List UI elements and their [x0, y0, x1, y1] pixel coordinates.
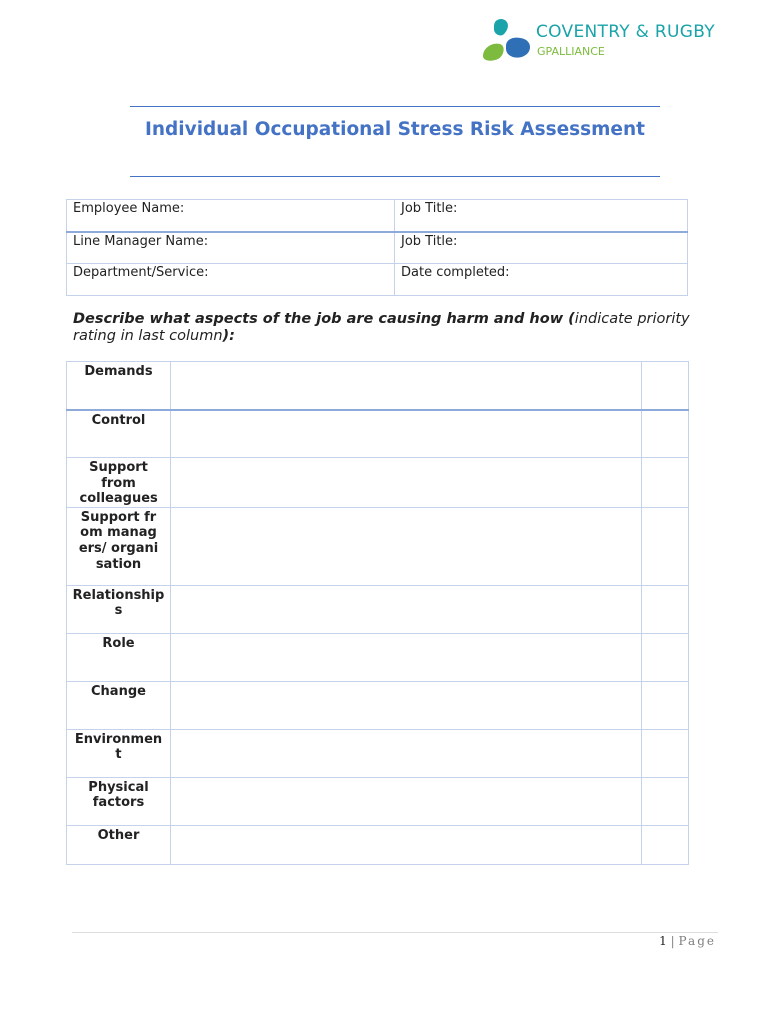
- manager-job-title-label: Job Title:: [401, 233, 458, 249]
- physical-factors-label: Physical factors: [88, 779, 149, 811]
- instruction-text: [73, 311, 693, 345]
- info-row-department: [67, 264, 688, 296]
- stress-factors-table: [66, 361, 689, 865]
- row-label-physical-factors: [67, 777, 171, 825]
- row-label-role: Role: [67, 633, 171, 681]
- title-top-rule: [130, 106, 660, 107]
- logo: [480, 16, 750, 66]
- priority-cell[interactable]: [642, 362, 689, 410]
- page-separator: |: [670, 934, 675, 948]
- description-cell[interactable]: [171, 777, 642, 825]
- description-cell[interactable]: [171, 410, 642, 458]
- table-row: [67, 825, 689, 864]
- page-number: 1: [659, 934, 667, 948]
- row-label-demands: Demands: [67, 362, 171, 410]
- manager-job-title-cell[interactable]: [395, 232, 688, 264]
- instruction-bold: Describe what aspects of the job are causing harm and how (: [73, 311, 575, 327]
- description-cell[interactable]: [171, 825, 642, 864]
- footer-rule: [72, 932, 718, 933]
- description-cell[interactable]: [171, 458, 642, 508]
- row-label-support-colleagues: [67, 458, 171, 508]
- instruction-italic: indicate priority rating in last column: [73, 311, 690, 344]
- logo-sub-text: GPALLIANCE: [537, 45, 605, 58]
- priority-cell[interactable]: [642, 825, 689, 864]
- priority-cell[interactable]: [642, 585, 689, 633]
- employee-info-table: [66, 199, 688, 296]
- row-label-environment: [67, 729, 171, 777]
- description-cell[interactable]: [171, 585, 642, 633]
- logo-main-text: COVENTRY & RUGBY: [536, 22, 715, 42]
- row-label-control: Control: [67, 410, 171, 458]
- instruction-bold-end: ):: [222, 328, 235, 344]
- support-managers-label: Support from managers/ organisation: [78, 509, 159, 572]
- row-label-change: Change: [67, 681, 171, 729]
- employee-name-label: Employee Name:: [73, 201, 185, 216]
- priority-cell[interactable]: [642, 729, 689, 777]
- info-row-employee: [67, 200, 688, 232]
- environment-label: Environment: [74, 731, 163, 763]
- info-row-manager: [67, 232, 688, 264]
- table-row: [67, 458, 689, 508]
- date-completed-label: Date completed:: [401, 265, 510, 280]
- logo-teal-shape: [494, 19, 508, 35]
- table-row: [67, 681, 689, 729]
- row-label-relationships: [67, 585, 171, 633]
- priority-cell[interactable]: [642, 633, 689, 681]
- row-label-support-managers: [67, 507, 171, 585]
- employee-job-title-cell[interactable]: [395, 200, 688, 232]
- table-row: [67, 777, 689, 825]
- employee-name-cell[interactable]: [67, 200, 395, 232]
- priority-cell[interactable]: [642, 410, 689, 458]
- logo-blue-shape: [506, 38, 530, 58]
- description-cell[interactable]: [171, 633, 642, 681]
- date-completed-cell[interactable]: [395, 264, 688, 296]
- description-cell[interactable]: [171, 507, 642, 585]
- department-cell[interactable]: [67, 264, 395, 296]
- alliance-logo-icon: [480, 16, 534, 62]
- relationships-label: Relationships: [72, 587, 165, 619]
- table-row: [67, 507, 689, 585]
- table-row: [67, 585, 689, 633]
- employee-job-title-label: Job Title:: [401, 201, 458, 216]
- table-row: [67, 729, 689, 777]
- department-label: Department/Service:: [73, 265, 209, 280]
- table-row: [67, 633, 689, 681]
- row-label-other: Other: [67, 825, 171, 864]
- description-cell[interactable]: [171, 681, 642, 729]
- table-row: [67, 410, 689, 458]
- logo-green-shape: [483, 44, 504, 61]
- title-bottom-rule: [130, 176, 660, 177]
- table-row: [67, 362, 689, 410]
- support-colleagues-label: Support from colleagues: [79, 460, 158, 507]
- document-title: Individual Occupational Stress Risk Assessment: [145, 119, 645, 140]
- priority-cell[interactable]: [642, 458, 689, 508]
- priority-cell[interactable]: [642, 507, 689, 585]
- page-footer: [659, 934, 716, 948]
- line-manager-name-label: Line Manager Name:: [73, 233, 209, 249]
- description-cell[interactable]: [171, 729, 642, 777]
- page-label: Page: [678, 934, 716, 948]
- description-cell[interactable]: [171, 362, 642, 410]
- priority-cell[interactable]: [642, 777, 689, 825]
- priority-cell[interactable]: [642, 681, 689, 729]
- line-manager-name-cell[interactable]: [67, 232, 395, 264]
